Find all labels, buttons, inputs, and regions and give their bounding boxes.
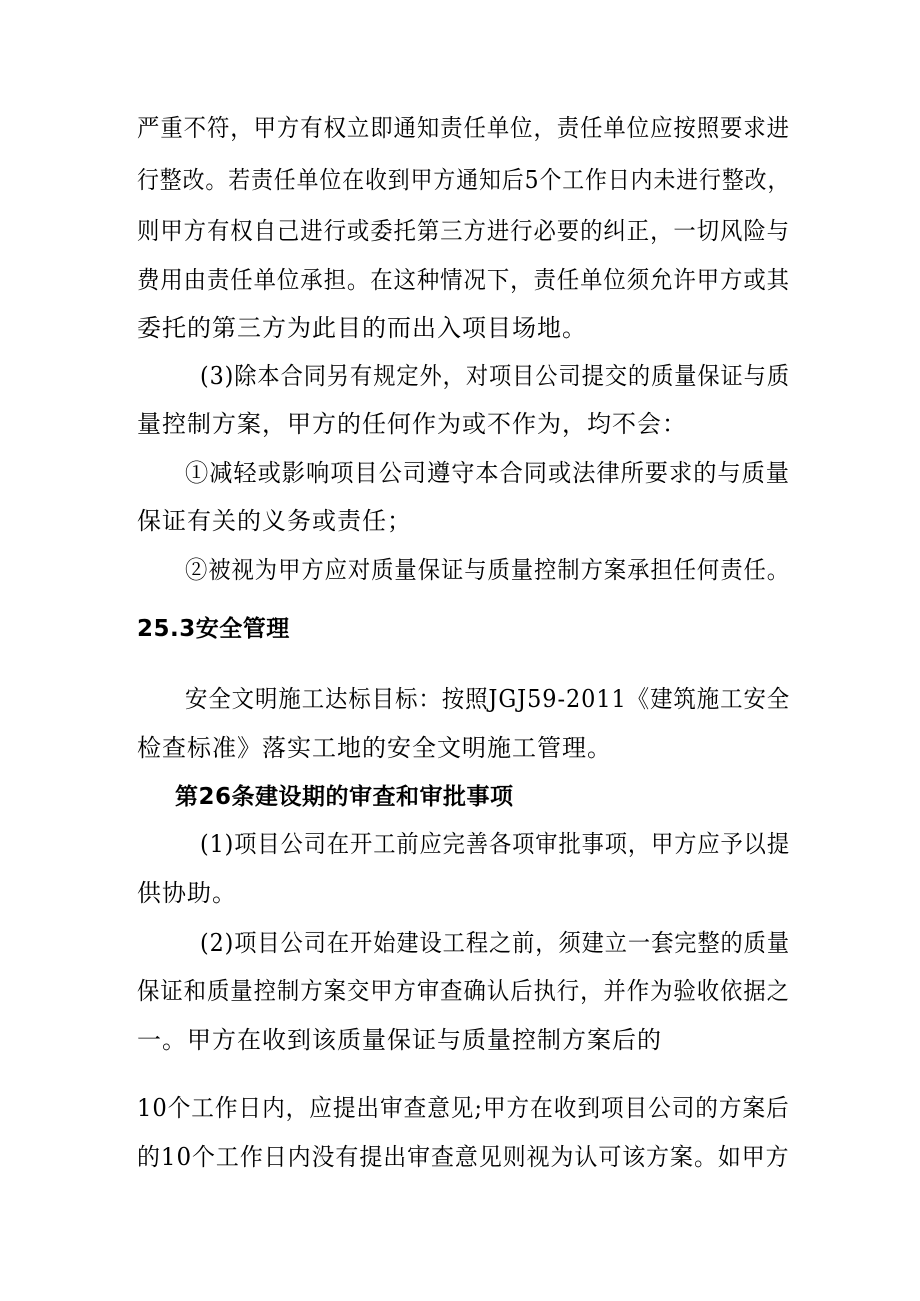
article-heading: 第26条建设期的审查和审批事项 bbox=[175, 784, 514, 810]
paragraph-line: (1)项目公司在开工前应完善各项审批事项，甲方应予以提 bbox=[200, 830, 790, 858]
list-item-line: ①减轻或影响项目公司遵守本合同或法律所要求的与质量 bbox=[185, 459, 790, 487]
paragraph-line: (3)除本合同另有规定外，对项目公司提交的质量保证与质 bbox=[200, 362, 790, 390]
paragraph-line: 量控制方案，甲方的任何作为或不作为，均不会： bbox=[137, 410, 687, 438]
paragraph-line: 一。甲方在收到该质量保证与质量控制方案后的 bbox=[137, 1026, 662, 1054]
list-item-line: ②被视为甲方应对质量保证与质量控制方案承担任何责任。 bbox=[185, 556, 790, 584]
section-heading: 25.3安全管理 bbox=[137, 616, 290, 642]
paragraph-line: 检查标准》落实工地的安全文明施工管理。 bbox=[137, 734, 612, 762]
paragraph-line: 严重不符，甲方有权立即通知责任单位，责任单位应按照要求进 bbox=[137, 114, 790, 142]
paragraph-line: 10个工作日内，应提出审查意见;甲方在收到项目公司的方案后 bbox=[137, 1094, 790, 1122]
paragraph-line: 供协助。 bbox=[137, 879, 237, 907]
paragraph-line: (2)项目公司在开始建设工程之前，须建立一套完整的质量 bbox=[200, 929, 790, 957]
paragraph-line: 的10个工作日内没有提出审查意见则视为认可该方案。如甲方 bbox=[137, 1143, 790, 1171]
paragraph-line: 保证和质量控制方案交甲方审查确认后执行，并作为验收依据之 bbox=[137, 977, 790, 1005]
paragraph-line: 安全文明施工达标目标：按照JGJ59-2011《建筑施工安全 bbox=[185, 685, 791, 713]
paragraph-line: 委托的第三方为此目的而出入项目场地。 bbox=[137, 314, 587, 342]
paragraph-line: 行整改。若责任单位在收到甲方通知后5个工作日内未进行整改， bbox=[137, 166, 791, 194]
paragraph-line: 费用由责任单位承担。在这种情况下，责任单位须允许甲方或其 bbox=[137, 266, 790, 294]
paragraph-line: 则甲方有权自己进行或委托第三方进行必要的纠正，一切风险与 bbox=[137, 217, 790, 245]
list-item-line: 保证有关的义务或责任； bbox=[137, 507, 412, 535]
